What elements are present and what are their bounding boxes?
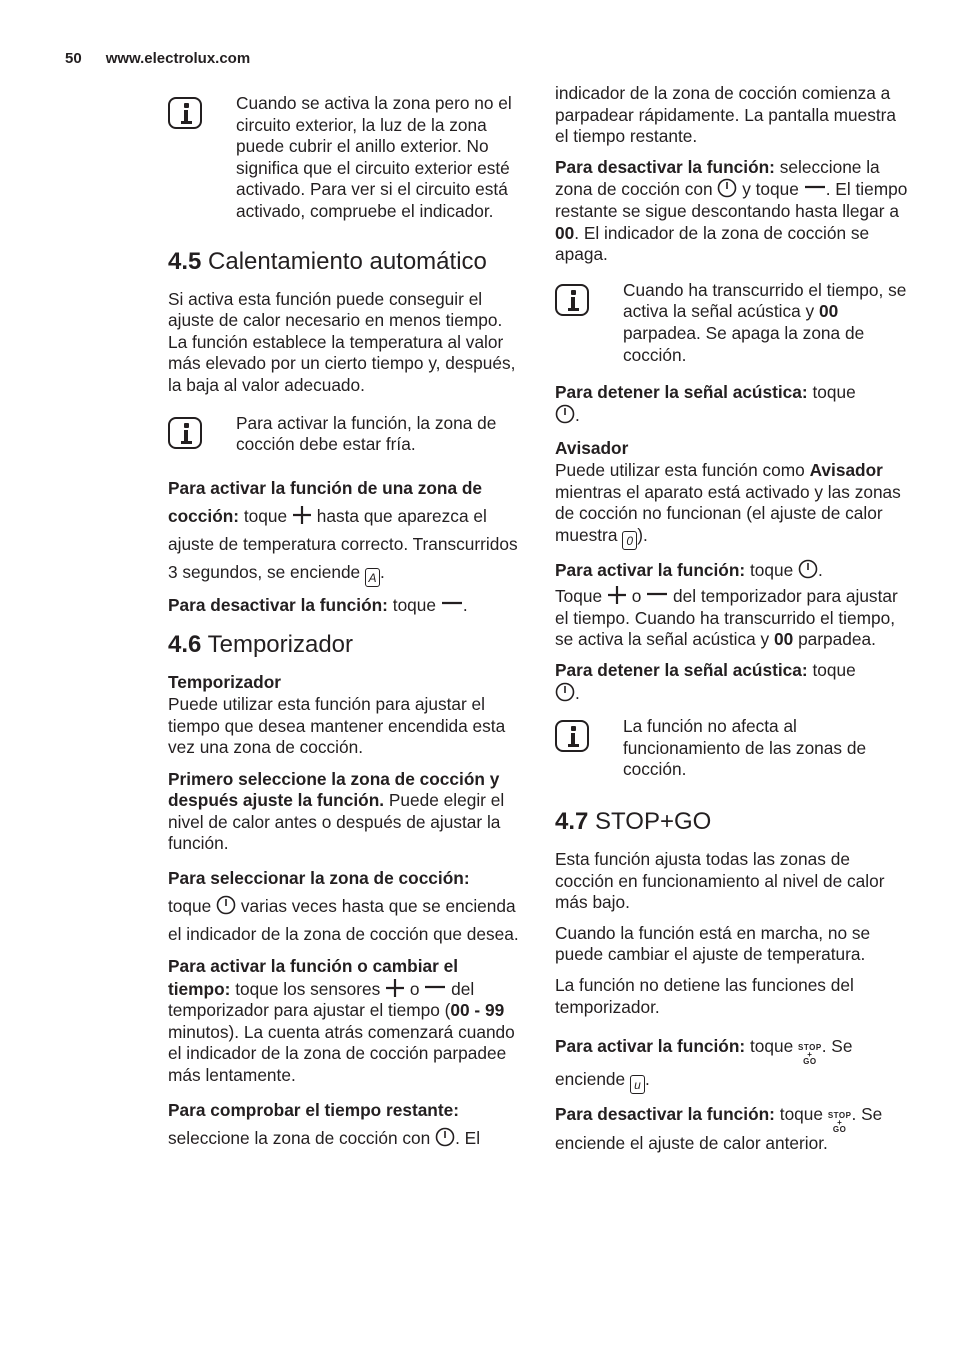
- stop-signal-instruction: Para detener la señal acústica: toque .: [555, 382, 856, 425]
- minus-icon: [441, 600, 463, 614]
- section-heading-4-5: 4.5 Calentamiento automático: [168, 247, 487, 275]
- page-header: [65, 50, 250, 67]
- display-zero-icon: 0: [622, 531, 637, 550]
- stop-go-icon: STOP + GO: [798, 1043, 822, 1067]
- timer-icon: [717, 178, 737, 198]
- adjust-time-instruction: Toque o del temporizador para ajustar el tiempo. Cuando ha transcurrido el tiempo, se activa la señal acústica y 00 parpadea.: [555, 586, 898, 650]
- timer-icon: [555, 404, 575, 424]
- plus-icon: [292, 505, 312, 525]
- section-heading-4-6: 4.6 Temporizador: [168, 631, 354, 659]
- info-icon: [168, 97, 202, 129]
- note-text: Cuando ha transcurrido el tiempo, se activa la señal acústica y 00 parpadea. Se apaga la zona de cocción.: [623, 279, 907, 365]
- info-icon: [555, 284, 589, 316]
- deactivate-instruction: Para desactivar la función: seleccione la zona de cocción con y toque . El tiempo restante se sigue descontando hasta llegar a 00. El indicador de la zona de cocción se apaga.: [555, 156, 908, 265]
- info-note: [168, 413, 523, 456]
- minus-icon: [804, 184, 826, 198]
- stopgo-deactivate-instruction: Para desactivar la función: toque STOP + GO . Se enciende el ajuste de calor anterior.: [555, 1104, 883, 1154]
- website-url: www.electrolux.com: [105, 50, 251, 67]
- note-text: Cuando se activa la zona pero no el circuito exterior, la luz de la zona puede cubrir el anillo exterior. No significa que el circuito exterior esté activado. Para ver si el circuito está activado, compruebe el indicador.: [236, 93, 512, 221]
- change-time-instruction: Para activar la función o cambiar el tiempo: toque los sensores o del temporizador para ajustar el tiempo (00 - 99 minutos). La cuenta atrás comenzará cuando el indicador de la zona de cocción parpadee más lentamente.: [168, 956, 515, 1086]
- timer-icon: [798, 559, 818, 579]
- paragraph: Si activa esta función puede conseguir el ajuste de calor necesario en menos tiempo. La función establece la temperatura al valor más elevado por un cierto tiempo y, después, la baja al valor adecuado.: [168, 288, 516, 395]
- section-heading-4-7: 4.7 STOP+GO: [555, 808, 712, 836]
- timer-icon: [216, 895, 236, 915]
- stopgo-activate-instruction: Para activar la función: toque STOP + GO . Se enciende u .: [555, 1036, 853, 1093]
- plus-icon: [385, 978, 405, 998]
- info-icon: [555, 720, 589, 752]
- right-column: [555, 83, 910, 1164]
- info-note: [555, 716, 910, 781]
- info-note: [555, 280, 910, 366]
- minus-icon: [424, 984, 446, 998]
- paragraph: Temporizador Puede utilizar esta función para ajustar el tiempo que desea mantener encendida esta vez una zona de cocción.: [168, 672, 506, 758]
- info-note: [168, 93, 523, 223]
- paragraph: La función no detiene las funciones del temporizador.: [555, 975, 854, 1017]
- deactivate-instruction: Para desactivar la función: toque .: [168, 594, 468, 615]
- stop-signal-instruction: Para detener la señal acústica: toque .: [555, 660, 856, 703]
- page-number: 50: [65, 50, 82, 67]
- timer-icon: [555, 682, 575, 702]
- paragraph: Cuando la función está en marcha, no se puede cambiar el ajuste de temperatura.: [555, 922, 871, 965]
- check-time-instruction: Para comprobar el tiempo restante: seleccione la zona de cocción con . El: [168, 1099, 481, 1148]
- activate-instruction: Para activar la función: toque .: [555, 559, 823, 580]
- select-zone-instruction: Para seleccionar la zona de cocción: toque varias veces hasta que se encienda el indicador de la zona de cocción que desea.: [168, 868, 519, 945]
- stop-go-icon: STOP + GO: [827, 1111, 852, 1135]
- display-a-icon: A: [365, 568, 380, 587]
- plus-icon: [607, 585, 627, 605]
- display-u-icon: u: [630, 1075, 645, 1094]
- paragraph: Primero seleccione la zona de cocción y después ajuste la función. Puede elegir el nivel de calor antes o después de ajustar la función.: [168, 768, 505, 854]
- info-icon: [168, 417, 202, 449]
- activate-instruction: Para activar la función de una zona de cocción: toque hasta que aparezca el ajuste de temperatura correcto. Transcurridos 3 segundos, se enciende A .: [168, 477, 518, 585]
- timer-icon: [435, 1127, 455, 1147]
- paragraph: indicador de la zona de cocción comienza a parpadear rápidamente. La pantalla muestra el tiempo restante.: [555, 83, 897, 147]
- note-text: La función no afecta al funcionamiento de las zonas de cocción.: [623, 716, 867, 780]
- paragraph: Esta función ajusta todas las zonas de cocción en funcionamiento al nivel de calor más bajo.: [555, 849, 885, 913]
- note-text: Para activar la función, la zona de cocción debe estar fría.: [236, 412, 497, 455]
- left-column: [168, 93, 523, 1161]
- minus-icon: [646, 591, 668, 605]
- avisador-paragraph: Avisador Puede utilizar esta función como Avisador mientras el aparato está activado y las zonas de cocción no funcionan (el ajuste de calor muestra 0 ).: [555, 438, 901, 548]
